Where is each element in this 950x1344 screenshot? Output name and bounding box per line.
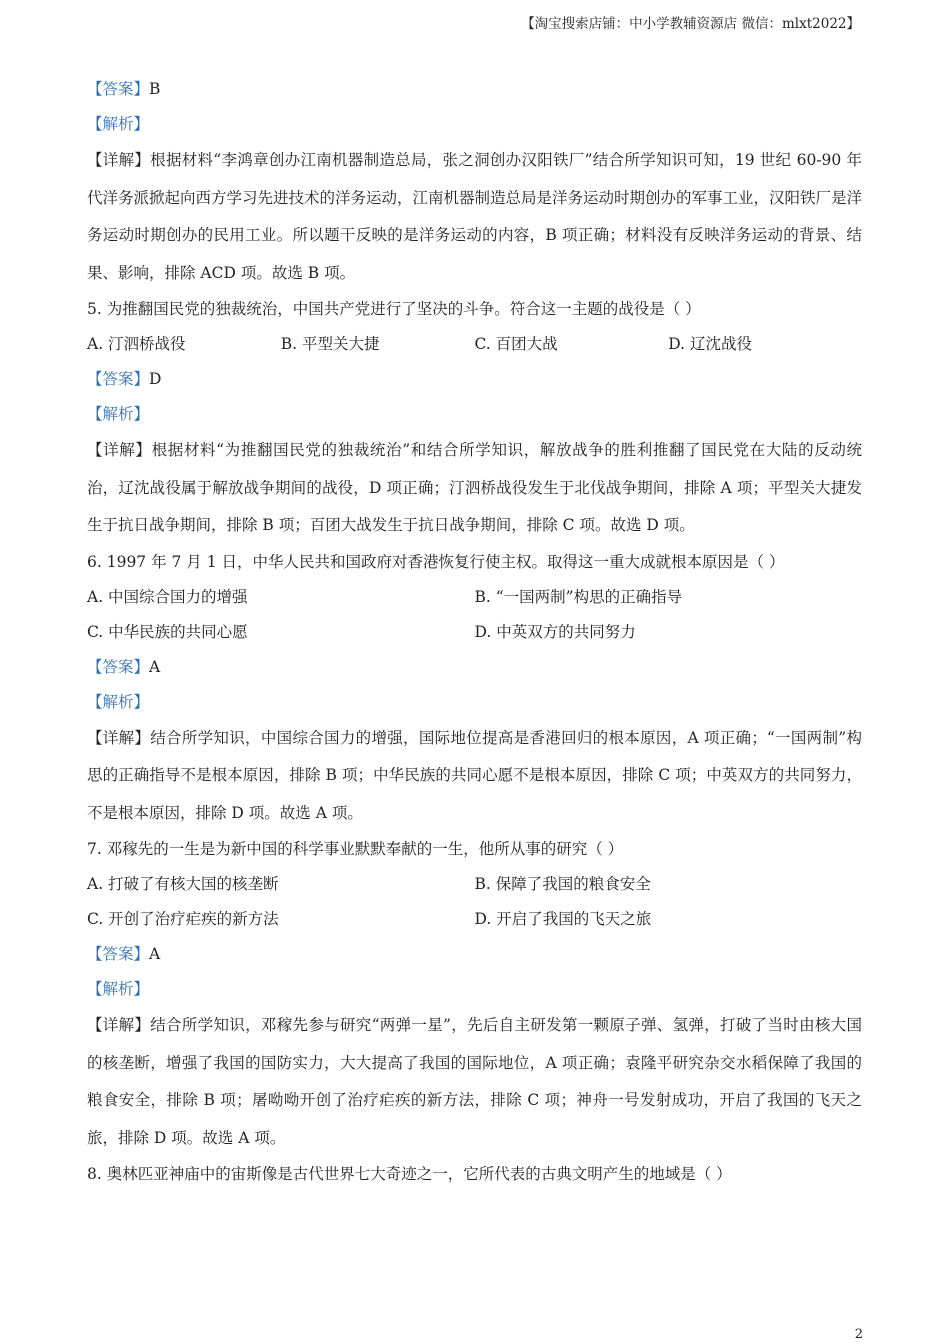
q7-option-a: A. 打破了有核大国的核垄断: [87, 875, 279, 893]
analysis-label: 【解析】: [87, 115, 150, 133]
answer-label: 【答案】: [87, 370, 150, 388]
q4-detail-text: 根据材料“李鸿章创办江南机器制造总局，张之洞创办汉阳铁厂”结合所学知识可知，19 世纪 60-90 年代洋务派掀起向西方学习先进技术的洋务运动，江南机器制造总局是洋务运动时期创办的军事工业，汉阳铁厂是洋务运动时期创办的民用工业。所以题干反映的是洋务运动的内容，B 项正确；材料没有反映洋务运动的背景、结果、影响，排除 ACD 项。故选 B 项。: [87, 151, 863, 282]
q6-options-row1: [87, 580, 862, 615]
q7-detail: [87, 1007, 862, 1157]
q4-answer: [87, 72, 862, 107]
analysis-label: 【解析】: [87, 405, 150, 423]
q5-option-d: D. 辽沈战役: [668, 335, 752, 353]
q7-answer: [87, 937, 862, 972]
q5-detail: [87, 432, 862, 545]
q6-question: 6. 1997 年 7 月 1 日，中华人民共和国政府对香港恢复行使主权。取得这一重大成就根本原因是（ ）: [87, 552, 785, 571]
q7-options-row1: [87, 867, 862, 902]
q6-detail: [87, 720, 862, 833]
q5-options: [87, 327, 862, 362]
q5-answer: [87, 362, 862, 397]
q6-answer-value: A: [149, 657, 161, 676]
detail-label: 【详解】: [87, 1016, 151, 1034]
q5-question: 5. 为推翻国民党的独裁统治，中国共产党进行了坚决的斗争。符合这一主题的战役是（ ）: [87, 300, 701, 318]
answer-label: 【答案】: [87, 80, 150, 98]
detail-label: 【详解】: [87, 151, 151, 169]
q6-analysis: [87, 685, 862, 720]
answer-label: 【答案】: [87, 945, 150, 963]
q7-option-d: D. 开启了我国的飞天之旅: [474, 910, 652, 928]
q7-answer-value: A: [149, 945, 161, 963]
analysis-label: 【解析】: [87, 980, 150, 998]
q4-answer-value: B: [149, 80, 161, 98]
q5-detail-text: 根据材料“为推翻国民党的独裁统治”和结合所学知识，解放战争的胜利推翻了国民党在大陆的反动统治，辽沈战役属于解放战争期间的战役，D 项正确；汀泗桥战役发生于北伐战争期间，排除 A 项；平型关大捷发生于抗日战争期间，排除 B 项；百团大战发生于抗日战争期间，排除 C 项。故选 D 项。: [87, 441, 862, 534]
q6-detail-text: 结合所学知识，中国综合国力的增强，国际地位提高是香港回归的根本原因，A 项正确；“一国两制”构思的正确指导不是根本原因，排除 B 项；中华民族的共同心愿不是根本原因，排除 C 项；中英双方的共同努力，不是根本原因，排除 D 项。故选 A 项。: [87, 728, 862, 822]
page-number: 2: [854, 1327, 863, 1342]
analysis-label: 【解析】: [87, 692, 150, 711]
answer-label: 【答案】: [87, 657, 150, 676]
q7-options-row2: [87, 902, 862, 937]
q7-analysis: [87, 972, 862, 1007]
q4-analysis: [87, 107, 862, 142]
q4-detail: [87, 142, 862, 292]
q6-answer: [87, 650, 862, 685]
q6-option-b: B. “一国两制”构思的正确指导: [474, 587, 683, 606]
q5-option-b: B. 平型关大捷: [280, 335, 380, 353]
q6-option-a: A. 中国综合国力的增强: [87, 587, 248, 606]
detail-label: 【详解】: [87, 441, 152, 459]
q7-detail-text: 结合所学知识，邓稼先参与研究“两弹一星”，先后自主研发第一颗原子弹、氢弹，打破了当时由核大国的核垄断，增强了我国的国防实力，大大提高了我国的国际地位，A 项正确；袁隆平研究杂交水稻保障了我国的粮食安全，排除 B 项；屠呦呦开创了治疗疟疾的新方法，排除 C 项；神舟一号发射成功，开启了我国的飞天之旅，排除 D 项。故选 A 项。: [87, 1016, 862, 1147]
document-body: [87, 72, 862, 1192]
detail-label: 【详解】: [87, 728, 151, 747]
q6-option-c: C. 中华民族的共同心愿: [87, 622, 248, 641]
q6-option-d: D. 中英双方的共同努力: [474, 622, 636, 641]
q6-options-row2: [87, 615, 862, 650]
q5-answer-value: D: [149, 370, 162, 388]
q5-option-c: C. 百团大战: [474, 335, 558, 353]
q5-analysis: [87, 397, 862, 432]
q5-option-a: A. 汀泗桥战役: [87, 335, 186, 353]
q7-question: 7. 邓稼先的一生是为新中国的科学事业默默奉献的一生，他所从事的研究（ ）: [87, 840, 624, 858]
q7-option-b: B. 保障了我国的粮食安全: [474, 875, 651, 893]
q7-option-c: C. 开创了治疗疟疾的新方法: [87, 910, 279, 928]
q8-question: 8. 奥林匹亚神庙中的宙斯像是古代世界七大奇迹之一，它所代表的古典文明产生的地域是（ ）: [87, 1165, 732, 1183]
page-header-watermark: 【淘宝搜索店铺：中小学教辅资源店 微信：mlxt2022】: [521, 16, 860, 32]
